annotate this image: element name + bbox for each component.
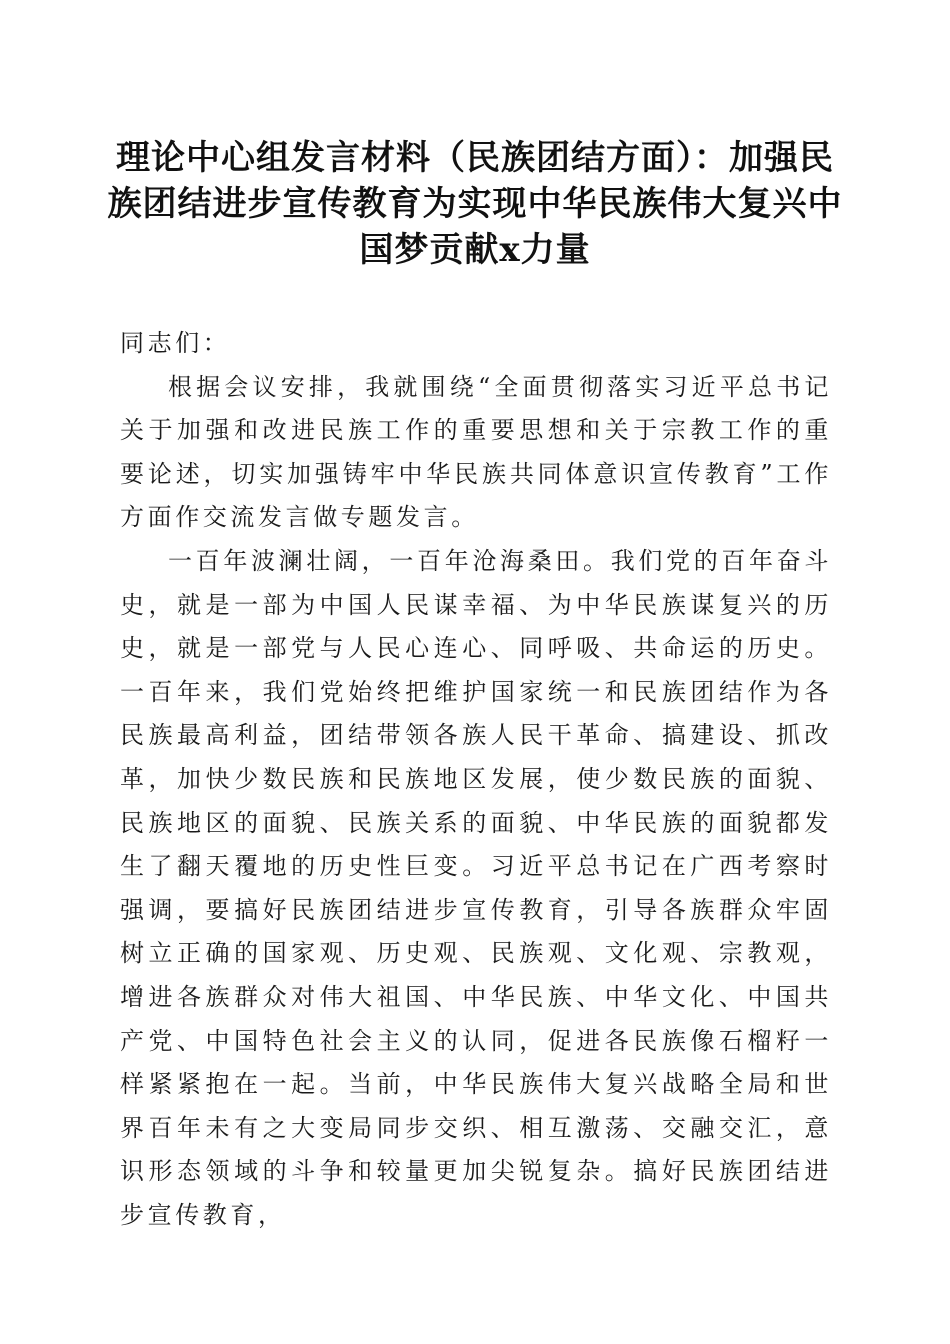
document-title: 理论中心组发言材料（民族团结方面）：加强民族团结进步宣传教育为实现中华民族伟大复兴中国梦贡献x力量 [107,138,843,270]
document-body [120,322,832,1237]
paragraph-2: 一百年波澜壮阔，一百年沧海桑田。我们党的百年奋斗史，就是一部为中国人民谋幸福、为中华民族谋复兴的历史，就是一部党与人民心连心、同呼吸、共命运的历史。一百年来，我们党始终把维护国家统一和民族团结作为各民族最高利益，团结带领各族人民干革命、搞建设、抓改革，加快少数民族和民族地区发展，使少数民族的面貌、民族地区的面貌、民族关系的面貌、中华民族的面貌都发生了翻天覆地的历史性巨变。习近平总书记在广西考察时强调，要搞好民族团结进步宣传教育，引导各族群众牢固树立正确的国家观、历史观、民族观、文化观、宗教观，增进各族群众对伟大祖国、中华民族、中华文化、中国共产党、中国特色社会主义的认同，促进各民族像石榴籽一样紧紧抱在一起。当前，中华民族伟大复兴战略全局和世界百年未有之大变局同步交织、相互激荡、交融交汇，意识形态领域的斗争和较量更加尖锐复杂。搞好民族团结进步宣传教育， [120,546,832,1229]
salutation: 同志们： [120,329,231,357]
paragraph-1: 根据会议安排，我就围绕“全面贯彻落实习近平总书记关于加强和改进民族工作的重要思想和关于宗教工作的重要论述，切实加强铸牢中华民族共同体意识宣传教育”工作方面作交流发言做专题发言。 [120,372,832,532]
